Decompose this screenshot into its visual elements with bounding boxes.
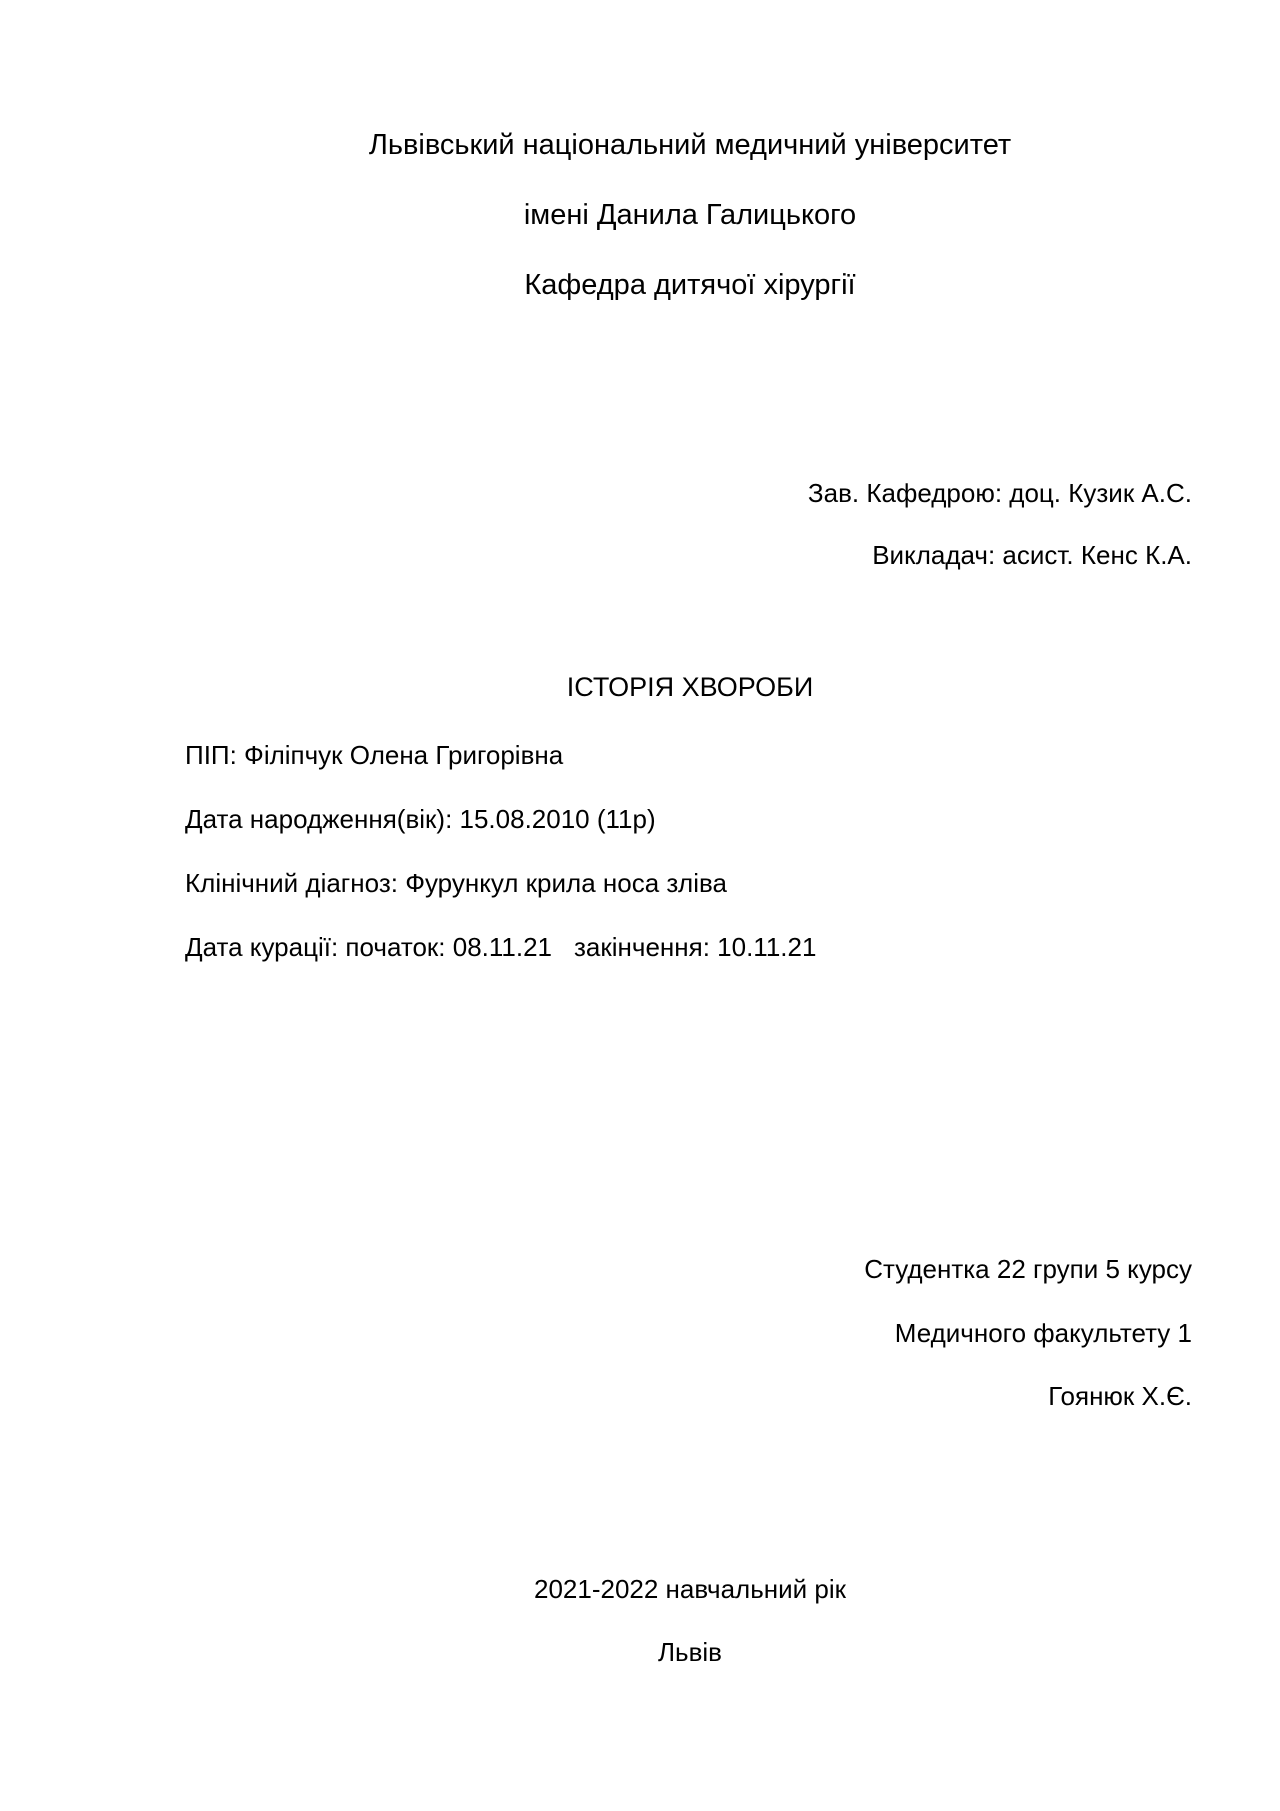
patient-name: ПІП: Філіпчук Олена Григорівна: [185, 740, 564, 770]
patient-birth-date: Дата народження(вік): 15.08.2010 (11р): [185, 804, 656, 834]
student-name: Гоянюк Х.Є.: [1048, 1381, 1192, 1411]
academic-year: 2021-2022 навчальний рік: [534, 1574, 846, 1604]
curation-dates: [185, 934, 816, 960]
city: Львів: [657, 1637, 722, 1667]
document-title: ІСТОРІЯ ХВОРОБИ: [566, 672, 814, 702]
head-of-department: Зав. Кафедрою: доц. Кузик А.С.: [807, 478, 1192, 508]
department-name: Кафедра дитячої хірургії: [524, 269, 856, 301]
clinical-diagnosis: Клінічний діагноз: Фурункул крила носа зліва: [185, 868, 727, 898]
student-group: Студентка 22 групи 5 курсу: [864, 1254, 1192, 1284]
curation-start: Дата курації: початок: 08.11.21: [185, 932, 553, 962]
student-faculty: Медичного факультету 1: [894, 1318, 1192, 1348]
university-name: Львівський національний медичний університет: [368, 129, 1012, 161]
university-named-after: імені Данила Галицького: [523, 199, 857, 231]
curation-end: закінчення: 10.11.21: [574, 932, 817, 962]
teacher: Викладач: асист. Кенс К.А.: [872, 540, 1192, 570]
